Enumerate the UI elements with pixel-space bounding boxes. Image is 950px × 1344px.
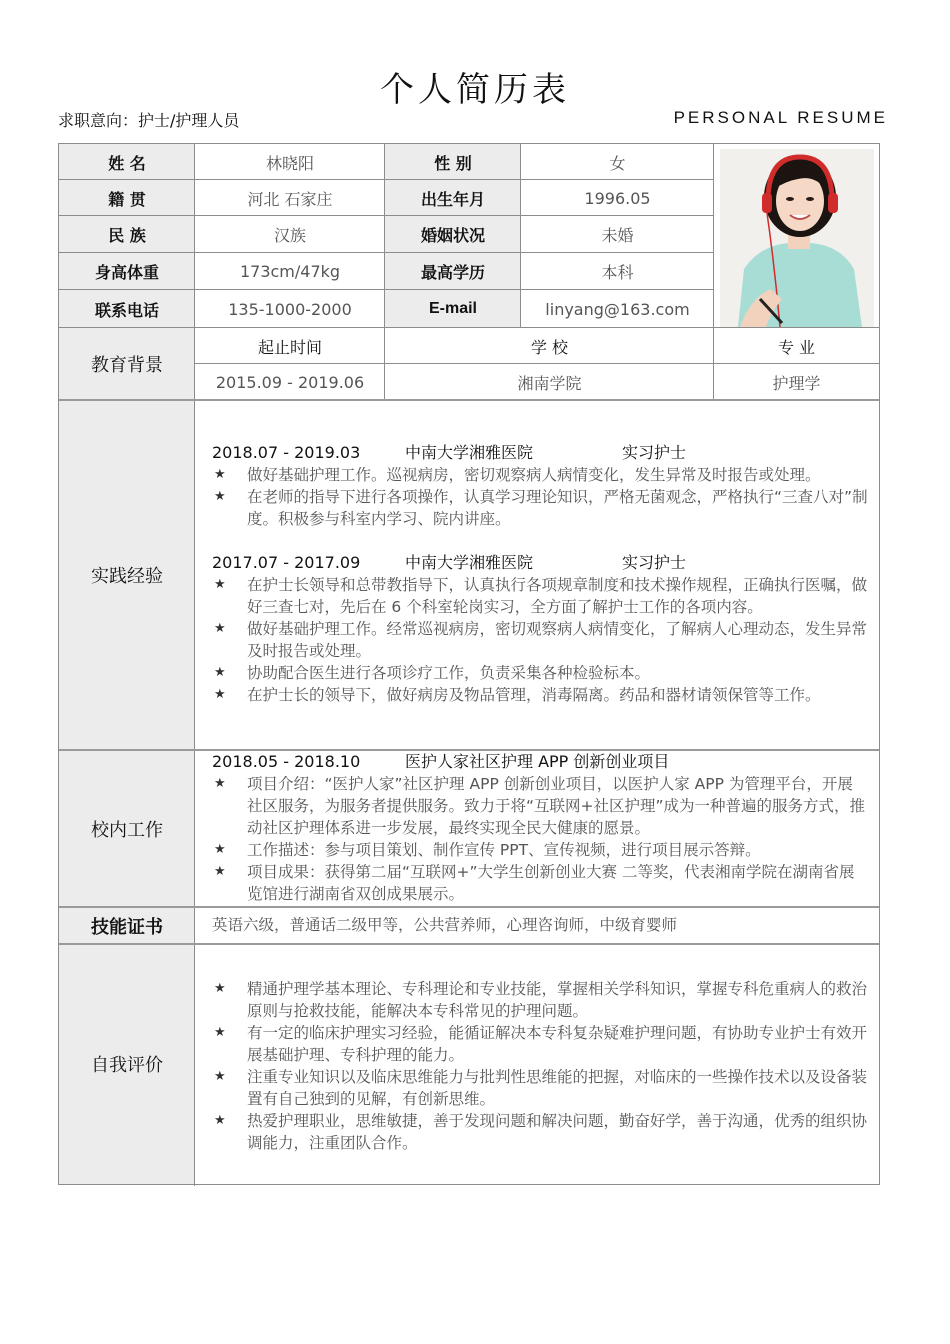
practice-entry-1-period: 2018.07 - 2019.03 [212,443,361,462]
practice-entry-2-head [212,552,868,574]
list-item: ★ 精通护理学基本理论、专科理论和专业技能，掌握相关学科知识，掌握专科危重病人的救治原则与抢救技能，能解决本专科常见的护理问题。 [214,980,868,1020]
list-item: ★ 协助配合医生进行各项诊疗工作，负责采集各种检验标本。 [214,664,651,682]
page-title: 个人简历表 [380,70,570,110]
campus-project: 医护人家社区护理 APP 创新创业项目 [405,752,670,771]
name-value: 林晓阳 [265,153,314,173]
star-icon: ★ [214,621,226,636]
campus-head [212,751,868,773]
campus-label: 校内工作 [59,750,195,907]
star-icon: ★ [214,577,226,592]
body-value: 173cm/47kg [239,262,341,281]
list-item: ★ 热爱护理职业，思维敏捷，善于发现问题和解决问题，勤奋好学，善于沟通，优秀的组织协调能力，注重团队合作。 [214,1112,868,1152]
edu-time: 2015.09 - 2019.06 [215,372,365,392]
star-icon: ★ [214,776,226,791]
edu-col-school: 学 校 [530,337,569,357]
star-icon: ★ [214,1069,226,1084]
list-item: ★ 在老师的指导下进行各项操作，认真学习理论知识，严格无菌观念，严格执行“三查八对”制度。积极参与科室内学习、院内讲座。 [214,488,868,528]
origin-value: 河北 石家庄 [247,189,333,209]
job-objective: 求职意向：护士/护理人员 [58,111,240,130]
skills-label: 技能证书 [59,907,195,944]
star-icon: ★ [214,1025,226,1040]
body-label: 身高体重 [59,253,195,290]
skills-content: 英语六级，普通话二级甲等，公共营养师，心理咨询师，中级育婴师 [212,916,678,934]
list-item: ★ 注重专业知识以及临床思维能力与批判性思维能的把握，对临床的一些操作技术以及设备装置有自己独到的见解，有创新思维。 [214,1068,868,1108]
star-icon: ★ [214,981,226,996]
phone-value: 135-1000-2000 [228,299,352,319]
list-item: ★ 项目介绍：“医护人家”社区护理 APP 创新创业项目，以医护人家 APP 为管理平台，开展社区服务，为服务者提供服务。致力于将“互联网+社区护理”成为一种普遍的服务方式，推动社区护理体系进一步发展，最终实现全民大健康的愿景。 [214,775,866,837]
degree-label: 最高学历 [385,253,521,290]
education-label: 教育背景 [59,328,195,400]
phone-label: 联系电话 [59,290,195,328]
list-item: ★ 做好基础护理工作。经常巡视病房，密切观察病人病情变化，了解病人心理动态，发生异常及时报告或处理。 [214,620,868,660]
list-item: ★ 做好基础护理工作。巡视病房，密切观察病人病情变化，发生异常及时报告或处理。 [214,466,821,484]
ethnicity-label: 民 族 [59,216,195,253]
edu-col-major: 专 业 [777,337,816,357]
star-icon: ★ [214,842,226,857]
personal-resume-subtitle: PERSONAL RESUME [673,108,888,127]
practice-entry-2-org: 中南大学湘雅医院 [405,553,534,572]
gender-label: 性 别 [385,144,521,180]
degree-value: 本科 [601,263,634,282]
star-icon: ★ [214,1113,226,1128]
origin-label: 籍 贯 [59,180,195,216]
practice-entry-1-org: 中南大学湘雅医院 [405,443,534,462]
star-icon: ★ [214,467,226,482]
practice-entry-1-role: 实习护士 [622,443,687,462]
practice-entry-2-period: 2017.07 - 2017.09 [212,553,361,572]
star-icon: ★ [214,489,226,504]
name-label: 姓 名 [59,144,195,180]
edu-major: 护理学 [772,373,821,393]
practice-entry-1-head [212,442,868,464]
ethnicity-value: 汉族 [273,226,306,245]
birth-label: 出生年月 [385,180,521,216]
birth-value: 1996.05 [584,188,651,208]
star-icon: ★ [214,665,226,680]
practice-entry-2-role: 实习护士 [622,553,687,572]
edu-col-time: 起止时间 [257,337,322,357]
gender-value: 女 [609,153,626,173]
practice-label: 实践经验 [59,400,195,750]
campus-period: 2018.05 - 2018.10 [212,752,361,771]
star-icon: ★ [214,864,226,879]
email-value: linyang@163.com [545,299,690,319]
marital-label: 婚姻状况 [385,216,521,253]
list-item: ★ 在护士长的领导下，做好病房及物品管理，消毒隔离。药品和器材请领保管等工作。 [214,686,821,704]
edu-school: 湘南学院 [517,373,582,393]
email-label: E-mail [385,290,521,328]
self-label: 自我评价 [59,944,195,1184]
list-item: ★ 有一定的临床护理实习经验，能循证解决本专科复杂疑难护理问题，有协助专业护士有效开展基础护理、专科护理的能力。 [214,1024,868,1064]
list-item: ★ 项目成果：获得第二届“互联网+”大学生创新创业大赛 二等奖，代表湘南学院在湖南省展览馆进行湖南省双创成果展示。 [214,863,855,903]
star-icon: ★ [214,687,226,702]
self-content [212,978,868,1154]
campus-content [212,751,868,905]
marital-value: 未婚 [601,226,634,245]
list-item: ★ 工作描述：参与项目策划、制作宣传 PPT、宣传视频，进行项目展示答辩。 [214,841,761,859]
practice-content [212,442,868,706]
list-item: ★ 在护士长领导和总带教指导下，认真执行各项规章制度和技术操作规程，正确执行医嘱，做好三查七对，先后在 6 个科室轮岗实习，全方面了解护士工作的各项内容。 [214,576,868,616]
